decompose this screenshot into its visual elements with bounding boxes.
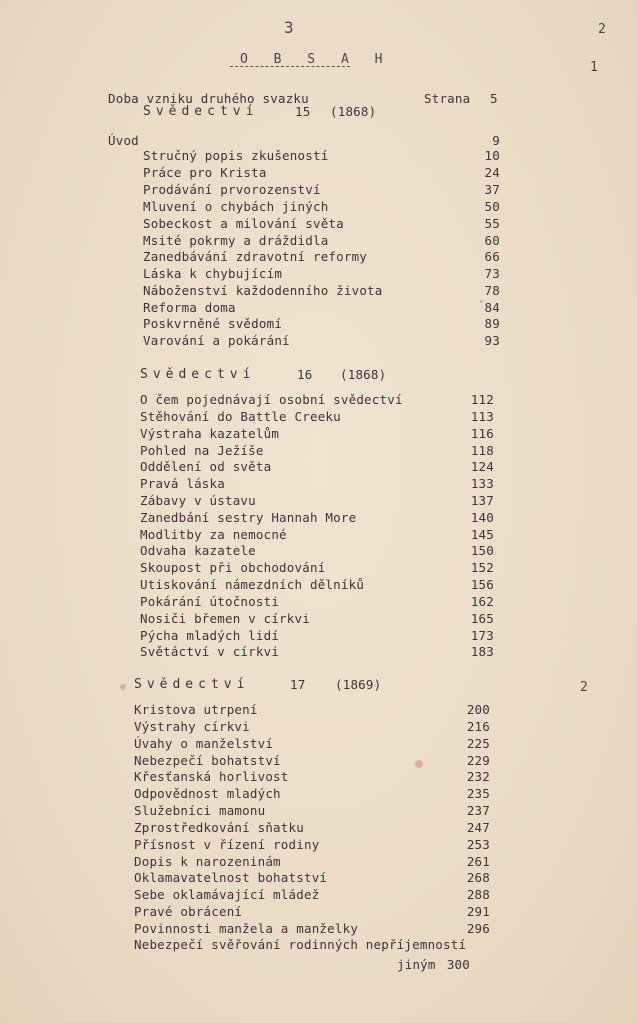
toc-entry-page: 225 [466, 736, 490, 751]
toc-entry-page: 247 [466, 820, 490, 835]
toc-entry-page: 145 [470, 527, 494, 542]
toc-entry-title: Pýcha mladých lidí [140, 628, 280, 643]
toc-entry-title: Přísnost v řízení rodiny [134, 837, 320, 852]
toc-entry-page: 133 [470, 476, 494, 491]
toc-entry-title: jiným [397, 957, 436, 972]
toc-entry-title: Skoupost při obchodování [140, 560, 326, 575]
section-year: (1868) [340, 367, 387, 382]
toc-entry-title: Sobeckost a milování světa [143, 216, 344, 231]
toc-entry-page: 78 [484, 283, 500, 298]
intro-label: Doba vzniku druhého svazku [108, 91, 309, 106]
toc-entry-page: 183 [470, 644, 494, 659]
toc-entry-page: 89 [484, 316, 500, 331]
toc-entry-title: Reforma doma [143, 300, 236, 315]
toc-entry-page: 261 [466, 854, 490, 869]
toc-entry-title: Zanedbání sestry Hannah More [140, 510, 357, 525]
toc-entry-title: Pravé obrácení [134, 904, 243, 919]
toc-entry-page: 268 [466, 870, 490, 885]
toc-entry-page: 24 [484, 165, 500, 180]
stain-mark [120, 684, 126, 690]
toc-entry-title: Služebníci mamonu [134, 803, 266, 818]
toc-entry-page: 73 [484, 266, 500, 281]
page-title: O B S A H [240, 52, 392, 67]
toc-entry-title: Úvod [108, 133, 139, 148]
toc-entry-page: 235 [466, 786, 490, 801]
toc-entry-page: 55 [484, 216, 500, 231]
stain-mark [480, 300, 483, 303]
toc-entry-title: Modlitby za nemocné [140, 527, 287, 542]
toc-entry-page: 10 [484, 148, 500, 163]
title-underline [230, 66, 350, 67]
section-heading: Svědectví [143, 104, 259, 119]
section-heading: Svědectví [134, 677, 250, 692]
toc-entry-title: Výstraha kazatelům [140, 426, 280, 441]
toc-entry-page: 229 [466, 753, 490, 768]
toc-entry-page: 137 [470, 493, 494, 508]
toc-entry-page: 291 [466, 904, 490, 919]
toc-entry-page: 37 [484, 182, 500, 197]
toc-entry-title: O čem pojednávají osobní svědectví [140, 392, 403, 407]
toc-entry-page: 112 [470, 392, 494, 407]
toc-entry-page: 50 [484, 199, 500, 214]
toc-entry-title: Mluvení o chybách jiných [143, 199, 329, 214]
toc-entry-page: 288 [466, 887, 490, 902]
toc-entry-page: 66 [484, 249, 500, 264]
toc-entry-title: Oddělení od světa [140, 459, 272, 474]
toc-entry-title: Poskvrněné svědomí [143, 316, 283, 331]
toc-entry-title: Úvahy o manželství [134, 736, 274, 751]
toc-entry-page: 124 [470, 459, 494, 474]
toc-entry-page: 113 [470, 409, 494, 424]
toc-entry-page: 93 [484, 333, 500, 348]
toc-entry-title: Zprostředkování sňatku [134, 820, 304, 835]
toc-entry-title: Nosiči břemen v církvi [140, 611, 310, 626]
toc-entry-title: Světáctví v církvi [140, 644, 280, 659]
toc-entry-page: 156 [470, 577, 494, 592]
toc-entry-title: Křesťanská horlivost [134, 769, 289, 784]
section-number: 17 [290, 677, 306, 692]
toc-entry-title: Oklamavatelnost bohatství [134, 870, 328, 885]
toc-entry-page: 118 [470, 443, 494, 458]
toc-entry-page: 162 [470, 594, 494, 609]
toc-entry-page: 165 [470, 611, 494, 626]
toc-entry-title: Dopis k narozeninám [134, 854, 281, 869]
toc-entry-page: 140 [470, 510, 494, 525]
margin-mark-2: 2 [580, 680, 588, 695]
toc-entry-page: 60 [484, 233, 500, 248]
corner-number: 2 [598, 22, 606, 37]
toc-entry-title: Prodávání prvorozenství [143, 182, 321, 197]
toc-entry-title: Výstrahy církvi [134, 719, 250, 734]
stain-mark [415, 760, 423, 768]
toc-entry-title: Odvaha kazatele [140, 543, 256, 558]
toc-entry-title: Sebe oklamávající mládež [134, 887, 320, 902]
toc-entry-title: Nebezpečí svěřování rodinných nepříjemností [134, 937, 467, 952]
intro-strana: Strana [424, 91, 471, 106]
toc-entry-page: 116 [470, 426, 494, 441]
toc-entry-title: Zábavy v ústavu [140, 493, 256, 508]
toc-entry-title: Msité pokrmy a dráždidla [143, 233, 329, 248]
toc-entry-title: Pohled na Ježíše [140, 443, 264, 458]
page-number: 3 [284, 18, 294, 37]
intro-page: 5 [490, 91, 498, 106]
margin-mark-1: 1 [590, 60, 598, 75]
section-number: 15 [295, 104, 311, 119]
toc-entry-title: Stručný popis zkušeností [143, 148, 329, 163]
toc-entry-title: Stěhování do Battle Creeku [140, 409, 341, 424]
toc-entry-page: 150 [470, 543, 494, 558]
toc-entry-page: 84 [484, 300, 500, 315]
toc-entry-page: 216 [466, 719, 490, 734]
toc-entry-title: Kristova utrpení [134, 702, 258, 717]
toc-entry-title: Povinnosti manžela a manželky [134, 921, 359, 936]
toc-entry-page: 152 [470, 560, 494, 575]
toc-entry-title: Práce pro Krista [143, 165, 267, 180]
toc-entry-page: 296 [466, 921, 490, 936]
toc-entry-page: 200 [466, 702, 490, 717]
toc-entry-page: 173 [470, 628, 494, 643]
section-year: (1868) [330, 104, 377, 119]
toc-entry-page: 9 [492, 133, 500, 148]
toc-entry-title: Pokárání útočnosti [140, 594, 280, 609]
toc-entry-title: Nebezpečí bohatství [134, 753, 281, 768]
toc-entry-title: Láska k chybujícím [143, 266, 283, 281]
toc-entry-page: 253 [466, 837, 490, 852]
toc-entry-page: 232 [466, 769, 490, 784]
toc-entry-page: 300 [446, 957, 470, 972]
toc-entry-title: Pravá láska [140, 476, 225, 491]
toc-entry-title: Zanedbávání zdravotní reformy [143, 249, 368, 264]
toc-entry-title: Utiskování námezdních dělníků [140, 577, 365, 592]
toc-entry-title: Odpovědnost mladých [134, 786, 281, 801]
toc-entry-page: 237 [466, 803, 490, 818]
toc-entry-title: Varování a pokárání [143, 333, 290, 348]
toc-entry-title: Náboženství každodenního života [143, 283, 383, 298]
section-year: (1869) [335, 677, 382, 692]
section-heading: Svědectví [140, 367, 256, 382]
section-number: 16 [297, 367, 313, 382]
